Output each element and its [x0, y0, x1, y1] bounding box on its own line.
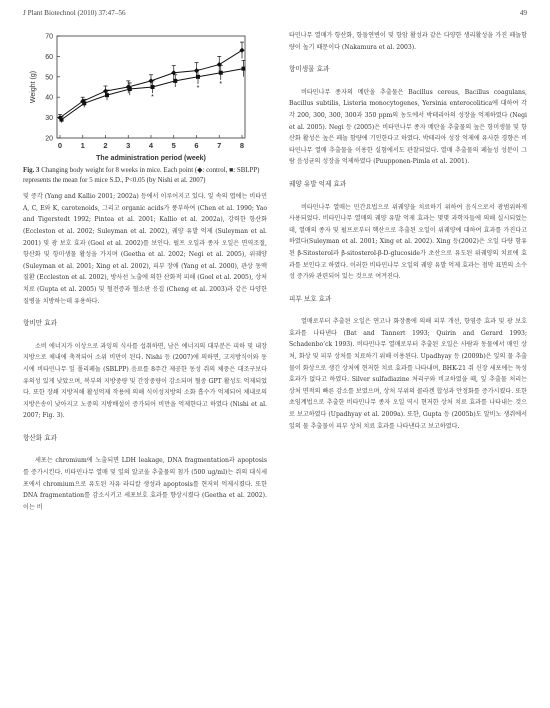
- y-tick-label: 20: [45, 135, 53, 143]
- x-tick-label: 4: [148, 141, 154, 150]
- weight-chart: [23, 30, 267, 162]
- page-number: 49: [519, 9, 527, 17]
- y-tick-label: 30: [45, 115, 53, 123]
- x-axis-label: The administration period (week): [96, 155, 206, 162]
- caption-text: Changing body weight for 8 weeks in mice. Each point (◆: control, ■: SBLPP) represents the mean for 5 mice S.D., P<0.05 (by Nishi et al. 2007): [23, 167, 260, 184]
- paragraph: 및 증각 (Yang and Kallio 2001; 2002a) 등에서 이루어지고 있다. 잎 속의 엽에는 비타민 A, C, E와 K, carotenoids, 그리고 organic acids가 풍부하여 (Chen et al. 1990; Yao and Tigerstedt 1992; Pintea et al. 2001; Kallio et al. 2002a), 강력한 항산화 (Eccleston et al. 2002; Suleyman et al. 2002), 궤양 유발 억제 (Suleyman et al. 2001) 및 광 보호 효과 (Goel et al. 2002)를 보인다. 펄프 오일과 종자 오일은 면역조절, 항산화 및 항미생물 활성을 가지며 (Geetha et al. 2002; Negi et al. 2005), 위궤양 (Suleyman et al. 2001; Xing et al. 2002), 피부 장애 (Yang et al. 2000), 관상 동맥 질환 (Eccleston et al. 2002), 방사선 노출에 의한 산화적 피해 (Goel et al. 2005), 상처 치료 (Gupta et al. 2005) 및 혈전증과 혈소판 응집 (Cheng et al. 2003)과 같은 다양한 질병을 치방하는데 유용하다.: [23, 193, 267, 305]
- significance-star: *: [196, 84, 200, 92]
- x-tick-label: 8: [239, 141, 245, 150]
- y-tick-label: 40: [45, 94, 53, 102]
- y-tick-label: 60: [45, 53, 53, 61]
- left-column: [23, 30, 267, 513]
- right-column: [289, 30, 527, 432]
- journal-citation: J Plant Biotechnol (2010) 37:47–56: [23, 9, 126, 17]
- paragraph: 비타민나무 종자의 메탄올 추출물은 Bacillus cereus, Bacillus coagulans, Bacillus subtilis, Listeria monocytogenes, Yersinia enterocolitica에 대하여 각각 200, 300, 300, 300과 350 ppm의 농도에서 박테리아의 성장을 억제하였다 (Negi et al. 2005). Negi 등 (2005)은 비타민나무 종자 메탄올 추출물의 높은 항미생물 및 항산화 활성은 높은 페놀 함량에 기인한다고 하였다. 박테리아 성장 억제에 유사한 경향은 비타민나무 열매 추출물을 이용한 실험에서도 관찰되었다. 열매 추출물의 페놀성 성분이 그람 음성균의 성장을 억제하였다 (Puupponen-Pimla et al. 2001).: [289, 88, 527, 166]
- y-axis-label: Weight (g): [30, 70, 37, 104]
- x-tick-label: 1: [80, 141, 85, 150]
- x-tick-label: 2: [103, 141, 108, 150]
- paragraph: 세포는 chromium에 노출되면 LDH leakage, DNA fragmentation과 apoptosis를 증가시킨다. 비타민나무 열매 및 잎의 알코올 추출물의 첨가 (500 ug/ml)는 쥐의 대식세포에서 chromium으로 유도된 자유 라디칼 생성과 apoptosis를 현저히 억제시켰다. 또한 DNA fragmentation를 감소시키고 세포보호 효과를 향상시켰다 (Geetha et al. 2002). 이는 비: [23, 457, 267, 511]
- section-heading: 피부 보호 효과: [289, 294, 332, 303]
- x-tick-label: 7: [217, 141, 222, 150]
- point-SBLPP: [82, 101, 86, 105]
- section-heading: 궤양 유발 억제 효과: [289, 179, 347, 188]
- point-SBLPP: [173, 79, 177, 83]
- point-SBLPP: [242, 67, 246, 71]
- paragraph: 소비 에너지가 이상으로 과잉의 식사를 섭취하면, 남은 에너지의 대부분은 피하 및 내장지방으로 체내에 축적되어 소위 비만이 된다. Nishi 등 (2007)에 의하면, 고지방식이와 동시에 비타민나무 잎 폴리페놀 (SBLPP) 음료를 8주간 제공한 동성 쥐의 체중은 대조구보다 유의성 있게 낮았으며, 복부의 지방중량 및 간장중량이 감소되며 혈중 GPT 활성도 억제되었다. 또한 장쇄 지방저해 활성억제 작용에 의해 식이성지방의 소화 흡수가 억제되어 체내로의 지방은송이 낮아지고 노중의 지방배설이 증가되어 비만을 억제한다고 하였다 (Nishi et al. 2007; Fig. 3).: [23, 342, 267, 420]
- point-SBLPP: [219, 71, 223, 75]
- point-SBLPP: [128, 87, 132, 91]
- x-tick-label: 5: [171, 141, 176, 150]
- figure-caption: [23, 166, 267, 185]
- y-tick-label: 70: [45, 33, 53, 41]
- point-SBLPP: [196, 75, 200, 79]
- x-tick-label: 0: [57, 141, 63, 150]
- figure-label: Fig. 3: [23, 167, 40, 174]
- point-SBLPP: [151, 85, 155, 89]
- section-heading: 항비만 효과: [23, 319, 57, 328]
- significance-star: *: [219, 80, 223, 88]
- point-SBLPP: [60, 118, 64, 122]
- significance-star: *: [151, 94, 154, 102]
- running-header: [23, 9, 527, 21]
- section-heading: 항미생물 효과: [289, 65, 330, 74]
- paragraph: 열매로부터 추출된 오일은 연고나 화장품에 의해 피부 개선, 항염증 효과 및 광 보호 효과를 나타낸다 (Bat and Tannert 1993; Quirin and Gerard 1993; Schadenbo’ck 1993). 비타민나무 열매로부터 추출된 오일은 사람과 동물에서 매인 상처, 화상 및 피부 상처를 치료하기 위해 이용된다. Upadhyay 등 (2009b)은 잎의 물 추출물이 화상으로 생긴 상처에 현저한 치료 효과를 나타내며, BHK-21 쥐 신장 세포에는 독성 효과가 없다고 하였다. Silver sulfadiazine 처리구와 비교하였을 때, 잎 추출물 처리는 상처 면적의 빠른 감소를 보였으며, 상처 부위의 콜라겐 합성과 안정화를 증가시켰다. 또한 초임계법으로 추출한 비타민나무 종자 오일 역시 현저한 상처 치료 효과를 나타내는 것으로 보고하였다 (Upadhyay et al. 2009a). 또한, Gupta 등 (2005b)도 알비노 생쥐에서 잎의 물 추출물이 피부 상처 치료 효과를 나타낸다고 보고하였다.: [289, 318, 527, 430]
- y-tick-label: 50: [45, 74, 53, 82]
- section-heading: 항산화 효과: [23, 433, 57, 442]
- point-control: [239, 48, 244, 53]
- paragraph: 타민나무 열매가 항산화, 항돌연변이 및 항암 활성과 같은 다양한 생리활성을 가진 페놀함량이 높기 때문이다 (Nakamura et al. 2003).: [289, 32, 527, 51]
- point-SBLPP: [105, 93, 109, 97]
- x-tick-label: 3: [126, 141, 131, 150]
- paragraph: 비타민나무 열매는 민간요법으로 위궤양을 치료하기 위하여 음식으로서 광범위하게 사용되었다. 비타민나무 열매의 궤양 유발 억제 효과는 몇몇 과학자들에 의해 실시되었는데, 열매의 종자 및 펄프로부터 헥산으로 추출된 오일이 위궤양에 대하여 효과를 가진다고 하였다(Suleyman et al. 2001; Xing et al. 2002). Xing 등(2002)은 오일 다량 함유된 β-Sitosterol과 β-sitosterol-β-D-glucoside가 초산으로 유도된 위궤양의 치료에 효과를 보인다고 하였다. 이러한 비타민나무 오일의 궤양 유발 억제 효과는 점막 표면의 소수성 증가와 관련되어 있는 것으로 여겨진다.: [289, 203, 527, 281]
- x-tick-label: 6: [194, 141, 199, 150]
